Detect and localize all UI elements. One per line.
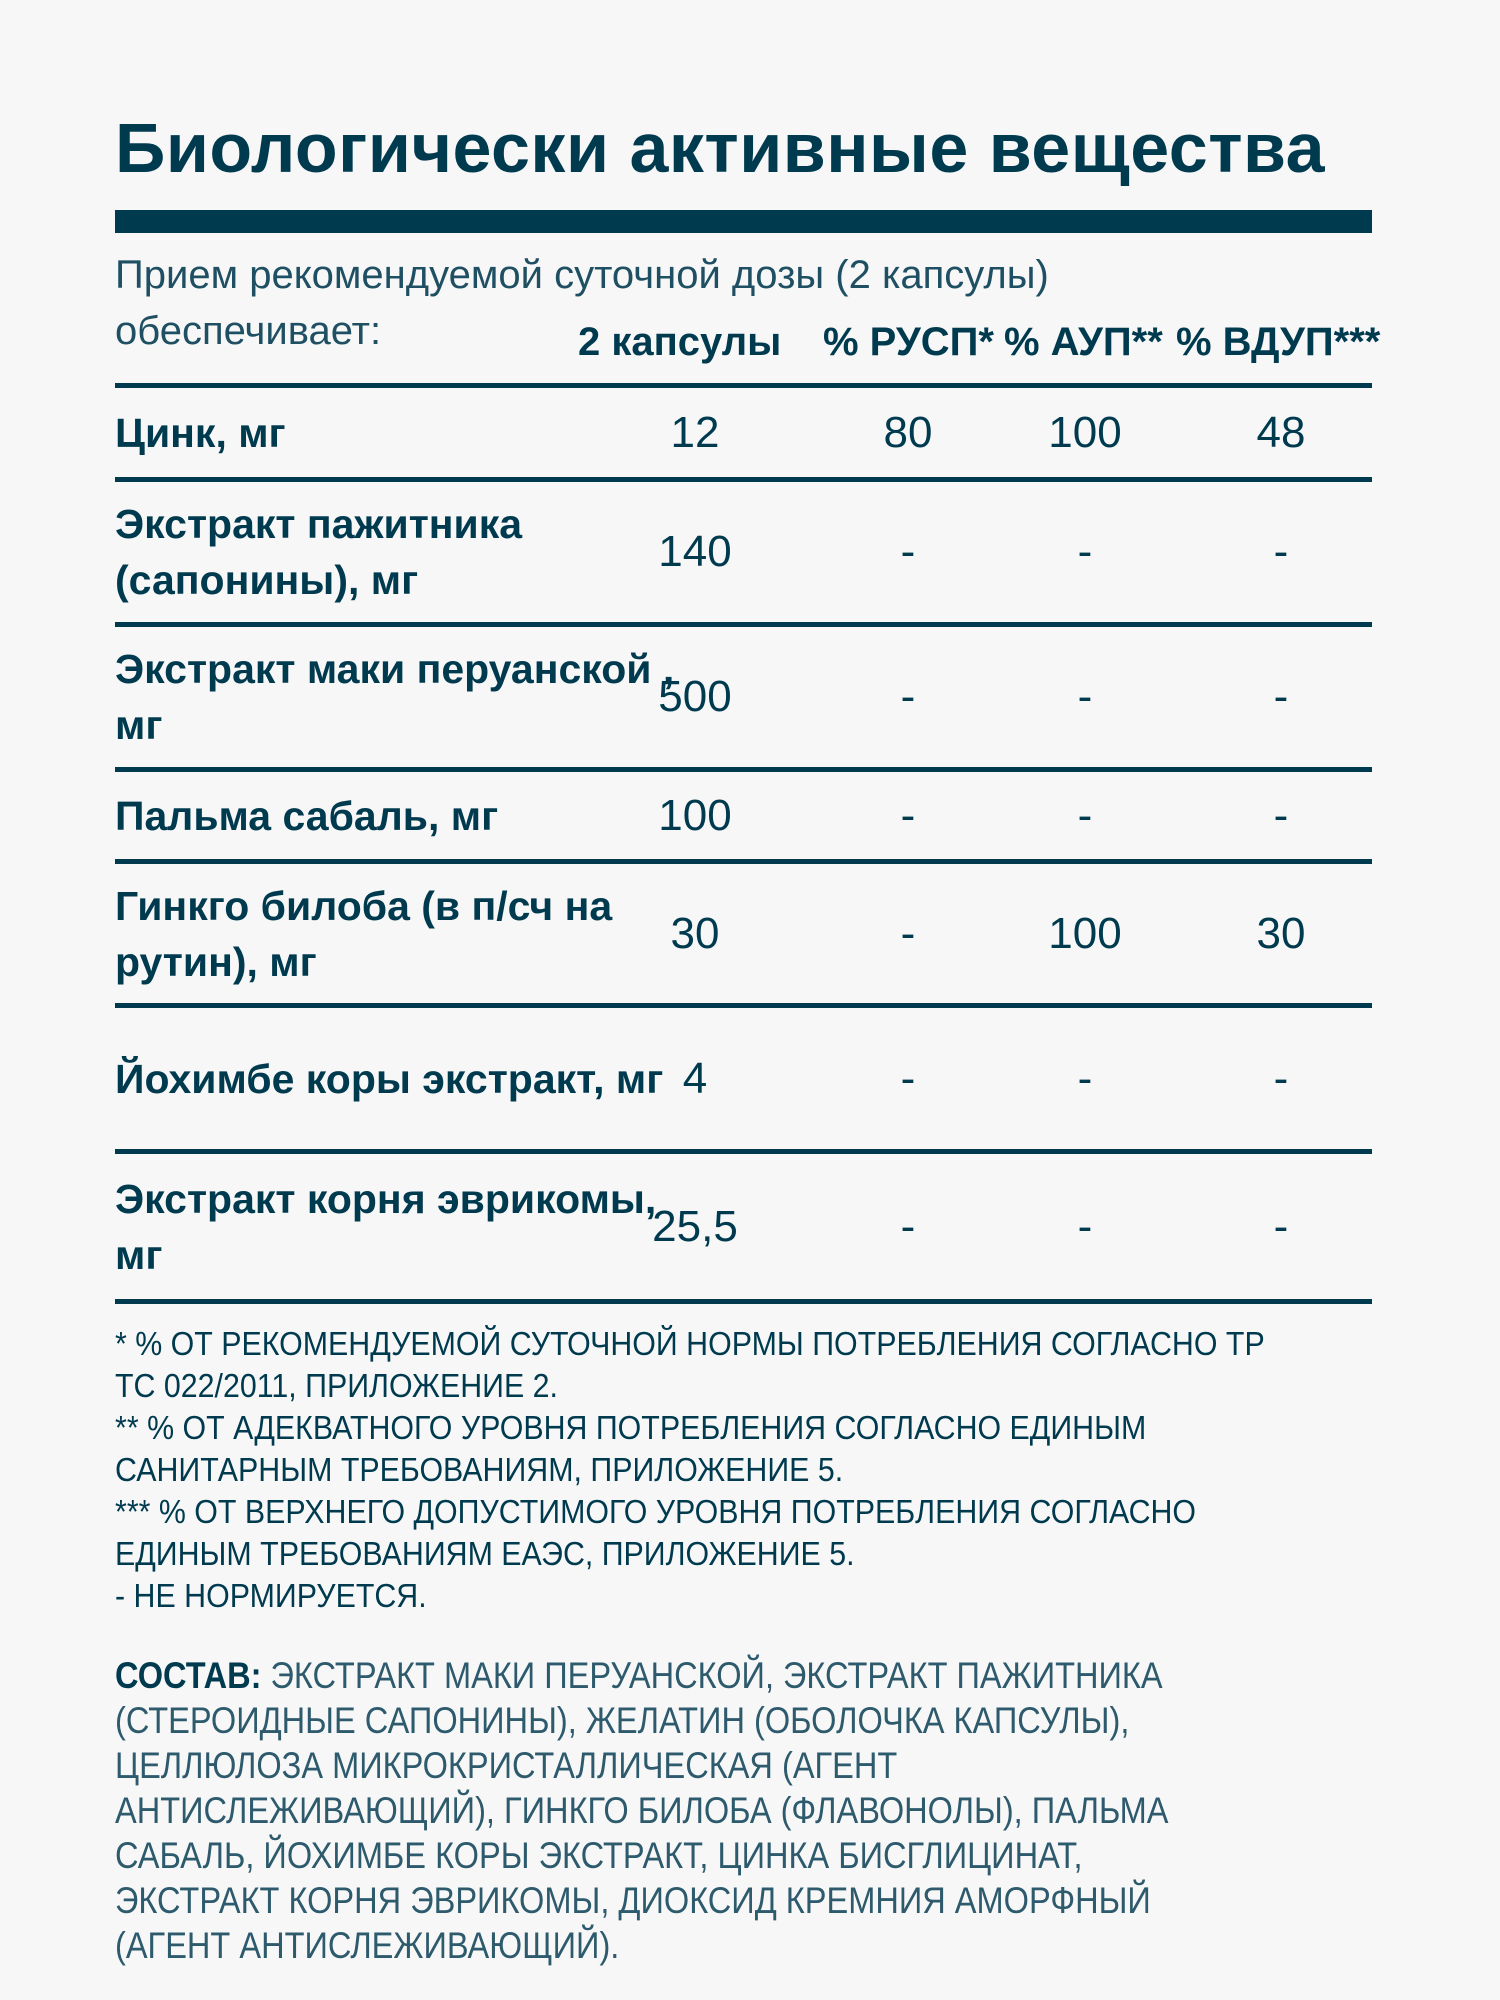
cell-rusp: - [900,672,916,721]
table-row [115,1008,1372,1149]
cell-vdup: - [1273,790,1289,840]
cell-vdup: - [1273,1053,1289,1103]
cell-capsules: 12 [670,407,720,457]
intro-line-1: Прием рекомендуемой суточной дозы (2 капсулы) [115,253,1049,297]
header-vdup: % ВДУП*** [1176,320,1381,364]
table-row [115,1154,1372,1299]
cell-aup: 100 [1048,908,1122,958]
table-divider [115,1299,1372,1304]
table-row [115,627,1372,767]
cell-aup: 100 [1048,407,1122,457]
cell-capsules: 100 [658,790,732,840]
footnote-rusp: * % ОТ РЕКОМЕНДУЕМОЙ СУТОЧНОЙ НОРМЫ ПОТРЕБЛЕНИЯ СОГЛАСНО ТР ТС 022/2011, ПРИЛОЖЕНИЕ 2. [115,1325,1265,1404]
cell-aup: - [1077,1053,1093,1103]
cell-rusp: - [900,908,916,958]
cell-vdup: - [1273,527,1289,576]
composition [115,1653,1233,1968]
header-rusp: % РУСП* [823,320,994,364]
cell-rusp: - [900,1201,916,1251]
cell-capsules: 500 [658,672,732,721]
header-aup: % АУП** [1004,320,1163,364]
page-title: Биологически активные вещества [115,109,1326,187]
row-label: Гинкго билоба (в п/сч на рутин), мг [115,882,613,985]
cell-capsules: 25,5 [652,1201,738,1251]
row-label: Пальма сабаль, мг [115,792,499,839]
cell-vdup: 48 [1256,407,1306,457]
row-label: Экстракт пажитника (сапонины), мг [115,501,523,603]
footnote-vdup: *** % ОТ ВЕРХНЕГО ДОПУСТИМОГО УРОВНЯ ПОТРЕБЛЕНИЯ СОГЛАСНО ЕДИНЫМ ТРЕБОВАНИЯМ ЕАЭС, ПРИЛОЖЕНИЕ 5. [115,1493,1197,1572]
composition-label: СОСТАВ: [115,1655,262,1696]
table-row [115,388,1372,477]
header-capsules: 2 капсулы [578,320,782,364]
cell-rusp: - [900,1053,916,1103]
composition-text: ЭКСТРАКТ МАКИ ПЕРУАНСКОЙ, ЭКСТРАКТ ПАЖИТНИКА (СТЕРОИДНЫЕ САПОНИНЫ), ЖЕЛАТИН (ОБОЛОЧКА КАПСУЛЫ), ЦЕЛЛЮЛОЗА МИКРОКРИСТАЛЛИЧЕСКАЯ (АГЕНТ АНТИСЛЕЖИВАЮЩИЙ), ГИНКГО БИЛОБА (ФЛАВОНОЛЫ), ПАЛЬМА САБАЛЬ, ЙОХИМБЕ КОРЫ ЭКСТРАКТ, ЦИНКА БИСГЛИЦИНАТ, ЭКСТРАКТ КОРНЯ ЭВРИКОМЫ, ДИОКСИД КРЕМНИЯ АМОРФНЫЙ (АГЕНТ АНТИСЛЕЖИВАЮЩИЙ). [115,1655,1169,1966]
table-row [115,864,1372,1003]
table-row [115,772,1372,859]
cell-aup: - [1077,527,1093,576]
table-header [578,320,1390,376]
table-row [115,482,1372,622]
intro-line-2: обеспечивает: [115,309,382,353]
cell-vdup: - [1273,672,1289,721]
footnote-aup: ** % ОТ АДЕКВАТНОГО УРОВНЯ ПОТРЕБЛЕНИЯ СОГЛАСНО ЕДИНЫМ САНИТАРНЫМ ТРЕБОВАНИЯМ, ПРИЛОЖЕНИЕ 5. [115,1409,1147,1488]
cell-rusp: - [900,527,916,576]
cell-rusp: 80 [883,407,933,457]
title-divider [115,210,1372,233]
row-label: Экстракт корня эврикомы, мг [115,1175,657,1278]
row-label: Йохимбе коры экстракт, мг [115,1055,664,1102]
cell-rusp: - [900,790,916,840]
row-label: Цинк, мг [115,409,286,456]
cell-capsules: 140 [658,527,732,576]
footnote-not-normed: - НЕ НОРМИРУЕТСЯ. [115,1577,427,1614]
cell-capsules: 4 [682,1053,708,1103]
row-label: Экстракт маки перуанской , мг [115,646,675,748]
cell-aup: - [1077,672,1093,721]
cell-vdup: 30 [1256,908,1306,958]
cell-vdup: - [1273,1201,1289,1251]
cell-capsules: 30 [670,908,720,958]
footnotes [115,1323,1283,1617]
cell-aup: - [1077,1201,1093,1251]
cell-aup: - [1077,790,1093,840]
